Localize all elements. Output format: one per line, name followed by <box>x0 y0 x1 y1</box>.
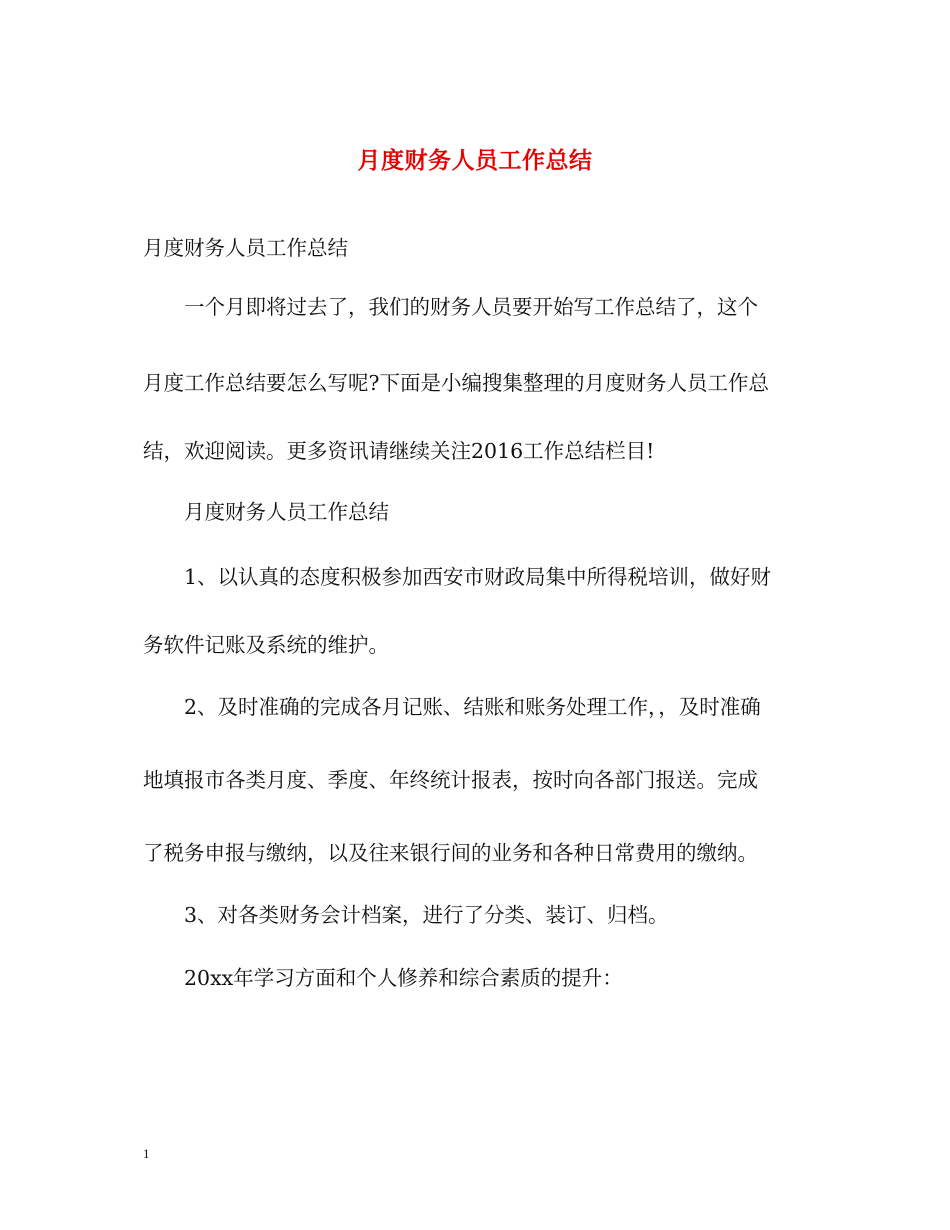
item-2-line-3: 了税务申报与缴纳，以及往来银行间的业务和各种日常费用的缴纳。 <box>143 841 758 865</box>
study-heading-line: 20xx年学习方面和个人修养和综合素质的提升： <box>184 966 623 990</box>
item-3-line-1: 3、对各类财务会计档案，进行了分类、装订、归档。 <box>184 903 669 927</box>
subtitle-line: 月度财务人员工作总结 <box>143 236 348 260</box>
document-title: 月度财务人员工作总结 <box>357 147 593 174</box>
body-line-intro-2: 月度工作总结要怎么写呢?下面是小编搜集整理的月度财务人员工作总 <box>143 371 769 395</box>
page-number: 1 <box>143 1146 150 1161</box>
body-line-intro-3: 结，欢迎阅读。更多资讯请继续关注2016工作总结栏目! <box>143 439 655 463</box>
item-2-line-2: 地填报市各类月度、季度、年终统计报表，按时向各部门报送。完成 <box>143 768 758 792</box>
item-2-line-1: 2、及时准确的完成各月记账、结账和账务处理工作，，及时准确 <box>184 695 761 719</box>
body-line-intro-1: 一个月即将过去了，我们的财务人员要开始写工作总结了，这个 <box>184 295 758 319</box>
item-1-line-2: 务软件记账及系统的维护。 <box>143 633 389 657</box>
section-heading: 月度财务人员工作总结 <box>184 500 389 524</box>
item-1-line-1: 1、以认真的态度积极参加西安市财政局集中所得税培训，做好财 <box>184 565 772 589</box>
